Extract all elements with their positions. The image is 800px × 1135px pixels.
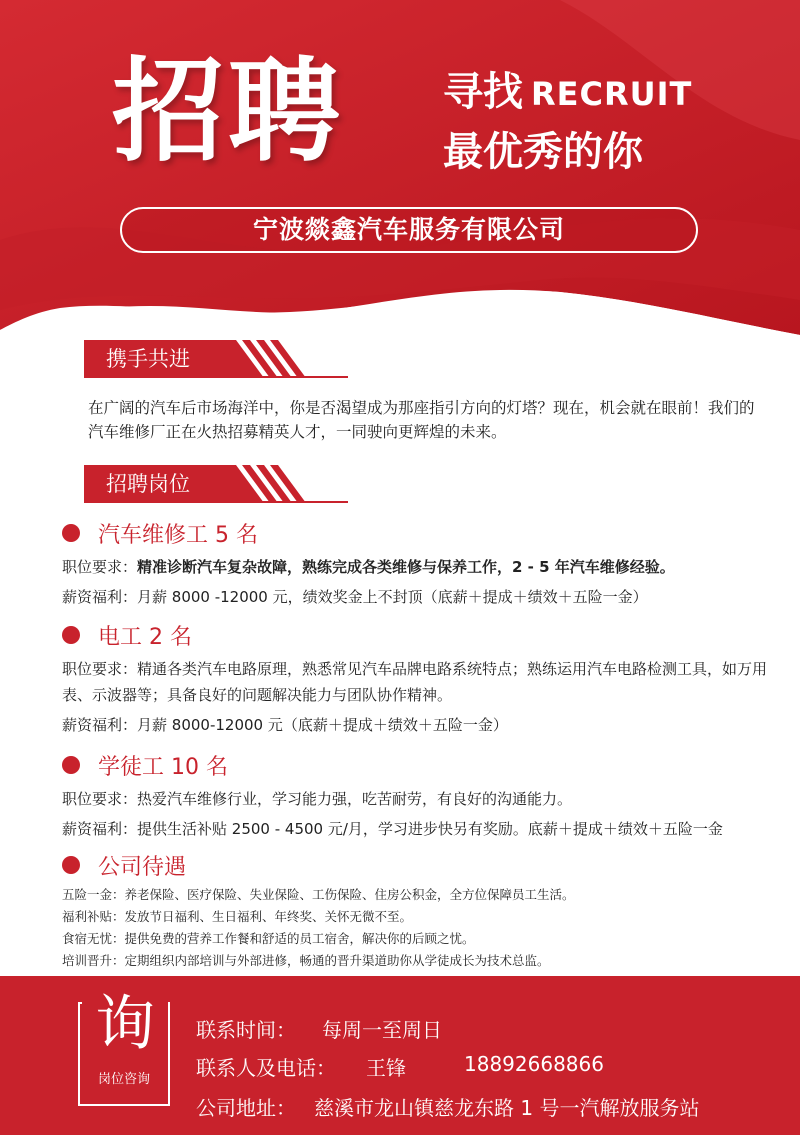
contact-time-label: 联系时间： — [196, 1018, 296, 1042]
benefit-label: 培训晋升： — [62, 953, 125, 968]
bullet-icon — [62, 524, 80, 542]
company-name: 宁波燚鑫汽车服务有限公司 — [252, 215, 565, 244]
tagline-cn: 寻找 — [443, 69, 523, 115]
contact-address-row — [196, 1092, 700, 1121]
job-mechanic — [62, 518, 782, 610]
benefit-label: 五险一金： — [62, 887, 125, 902]
req-label: 职位要求： — [62, 660, 138, 678]
contact-person-label: 联系人及电话： — [196, 1056, 336, 1080]
req-label: 职位要求： — [62, 558, 138, 576]
job-title-row — [62, 620, 782, 650]
req-label: 职位要求： — [62, 790, 138, 808]
section-tag-label: 携手共进 — [84, 340, 236, 378]
stripe-decoration-icon — [224, 465, 354, 503]
contact-address-value: 慈溪市龙山镇慈龙东路 1 号一汽解放服务站 — [314, 1096, 700, 1120]
job-pay — [62, 584, 782, 610]
benefit-text: 提供免费的营养工作餐和舒适的员工宿舍，解决你的后顾之忧。 — [124, 931, 475, 946]
tagline-line-1 — [443, 69, 693, 115]
benefit-label: 食宿无忧： — [62, 931, 125, 946]
inquiry-label: 岗位咨询 — [97, 1072, 150, 1087]
req-text: 精通各类汽车电路原理，熟悉常见汽车品牌电路系统特点；熟练运用汽车电路检测工具，如万用表、示波器等；具备良好的问题解决能力与团队协作精神。 — [62, 660, 768, 704]
bullet-icon — [62, 856, 80, 874]
job-title-row — [62, 750, 782, 780]
req-text: 精准诊断汽车复杂故障，熟练完成各类维修与保养工作，2 - 5 年汽车维修经验。 — [137, 558, 675, 576]
benefits-list — [62, 884, 782, 972]
tagline-en: RECRUIT — [531, 75, 693, 113]
job-requirement — [62, 656, 782, 708]
pay-text: 月薪 8000 -12000 元，绩效奖金上不封顶（底薪＋提成＋绩效＋五险一金） — [137, 588, 648, 606]
contact-address-label: 公司地址： — [196, 1096, 296, 1120]
req-text: 热爱汽车维修行业，学习能力强，吃苦耐劳，有良好的沟通能力。 — [137, 790, 573, 808]
contact-time-row — [196, 1014, 442, 1043]
job-pay — [62, 816, 782, 842]
benefit-item — [62, 928, 782, 950]
pay-label: 薪资福利： — [62, 588, 138, 606]
pay-text: 月薪 8000-12000 元（底薪＋提成＋绩效＋五险一金） — [137, 716, 508, 734]
job-requirement — [62, 554, 782, 580]
company-benefits — [62, 850, 782, 972]
benefit-label: 福利补贴： — [62, 909, 125, 924]
bullet-icon — [62, 756, 80, 774]
benefit-text: 发放节日福利、生日福利、年终奖、关怀无微不至。 — [124, 909, 413, 924]
stripe-decoration-icon — [224, 340, 354, 378]
section-tag-label: 招聘岗位 — [84, 465, 236, 503]
contact-footer — [0, 976, 800, 1135]
benefit-item — [62, 950, 782, 972]
intro-paragraph: 在广阔的汽车后市场海洋中，你是否渴望成为那座指引方向的灯塔？现在，机会就在眼前！我们的汽车维修厂正在火热招募精英人才，一同驶向更辉煌的未来。 — [88, 399, 755, 441]
benefit-item — [62, 884, 782, 906]
contact-phone[interactable]: 18892668866 — [464, 1052, 604, 1076]
pay-label: 薪资福利： — [62, 820, 138, 838]
recruit-title: 招聘 — [112, 47, 344, 177]
job-title: 电工 2 名 — [98, 624, 192, 650]
benefits-title-row — [62, 850, 782, 880]
contact-time-value: 每周一至周日 — [322, 1018, 442, 1042]
company-name-badge — [120, 207, 698, 253]
job-title: 学徒工 10 名 — [98, 754, 228, 780]
tagline-line-2: 最优秀的你 — [443, 129, 643, 175]
job-apprentice — [62, 750, 782, 842]
pay-text: 提供生活补贴 2500 - 4500 元/月，学习进步快另有奖励。底薪＋提成＋绩效＋五险一金 — [137, 820, 723, 838]
job-electrician — [62, 620, 782, 738]
job-pay — [62, 712, 782, 738]
benefit-item — [62, 906, 782, 928]
benefits-title: 公司待遇 — [98, 854, 187, 880]
bullet-icon — [62, 626, 80, 644]
job-requirement — [62, 786, 782, 812]
job-title: 汽车维修工 5 名 — [98, 522, 258, 548]
inquiry-char: 询 — [82, 994, 168, 1054]
contact-person-row — [196, 1052, 604, 1081]
job-title-row — [62, 518, 782, 548]
benefit-text: 养老保险、医疗保险、失业保险、工伤保险、住房公积金，全方位保障员工生活。 — [124, 887, 575, 902]
hero-banner — [0, 0, 800, 390]
benefit-text: 定期组织内部培训与外部进修，畅通的晋升渠道助你从学徒成长为技术总监。 — [124, 953, 550, 968]
pay-label: 薪资福利： — [62, 716, 138, 734]
contact-person-name: 王锋 — [366, 1056, 406, 1080]
